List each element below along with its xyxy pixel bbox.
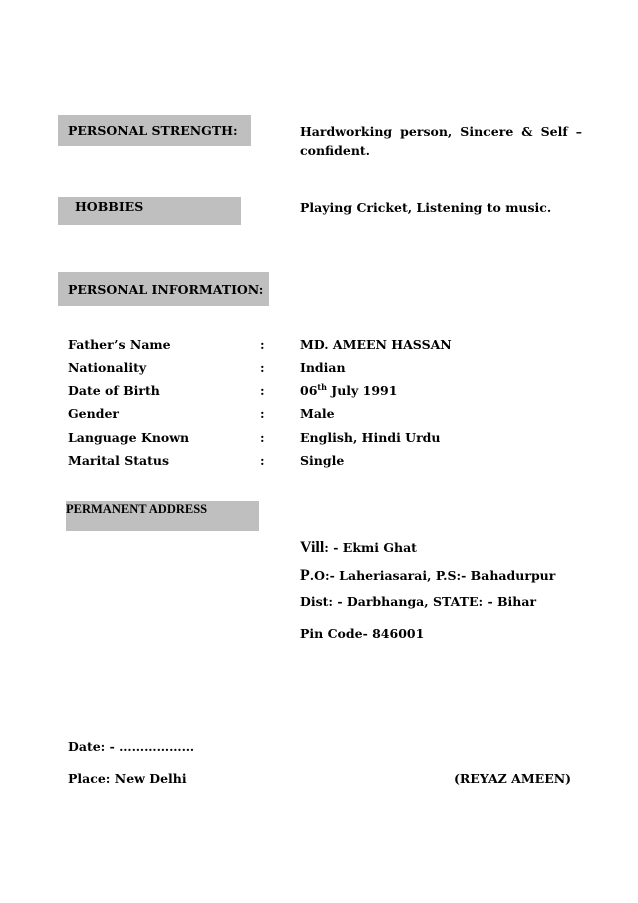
- info-separator: :: [260, 337, 265, 352]
- hobbies-value: Playing Cricket, Listening to music.: [300, 200, 552, 215]
- info-separator: :: [260, 406, 265, 421]
- info-label: Gender: [68, 406, 119, 421]
- info-value: Indian: [300, 360, 346, 375]
- address-heading: PERMANENT ADDRESS: [66, 502, 208, 516]
- info-label: Date of Birth: [68, 383, 160, 398]
- address-vill: [300, 539, 417, 557]
- info-label: Marital Status: [68, 453, 170, 468]
- hobbies-label: HOBBIES: [75, 199, 144, 214]
- personal-info-heading: PERSONAL INFORMATION:: [68, 282, 264, 297]
- address-po-letter: P: [300, 567, 310, 584]
- info-value-dob: [300, 383, 397, 398]
- info-separator: :: [260, 360, 265, 375]
- address-pin: Pin Code- 846001: [300, 626, 425, 641]
- dob-day: 06: [300, 383, 318, 398]
- address-dist: Dist: - Darbhanga, STATE: - Bihar: [300, 594, 537, 609]
- footer-date: Date: - ………………: [68, 739, 195, 754]
- dob-month-year: July 1991: [331, 383, 398, 398]
- footer-place: Place: New Delhi: [68, 771, 187, 786]
- address-vill-rest: : - Ekmi Ghat: [324, 540, 417, 555]
- footer-signature-name: (REYAZ AMEEN): [454, 771, 572, 786]
- info-value: Single: [300, 453, 345, 468]
- strength-label: PERSONAL STRENGTH:: [68, 123, 238, 138]
- info-separator: :: [260, 383, 265, 398]
- dob-ordinal: th: [317, 381, 327, 392]
- info-value: English, Hindi Urdu: [300, 430, 441, 445]
- info-label: Nationality: [68, 360, 147, 375]
- info-label: Father’s Name: [68, 337, 171, 352]
- address-po: [300, 567, 555, 585]
- strength-value: Hardworking person, Sincere & Self – confident.: [300, 124, 582, 158]
- info-value: MD. AMEEN HASSAN: [300, 337, 452, 352]
- address-vill-label: Vill: [300, 539, 325, 556]
- info-value: Male: [300, 406, 335, 421]
- info-separator: :: [260, 430, 265, 445]
- info-separator: :: [260, 453, 265, 468]
- address-po-rest: .O:- Laheriasarai, P.S:- Bahadurpur: [309, 568, 556, 583]
- info-label: Language Known: [68, 430, 190, 445]
